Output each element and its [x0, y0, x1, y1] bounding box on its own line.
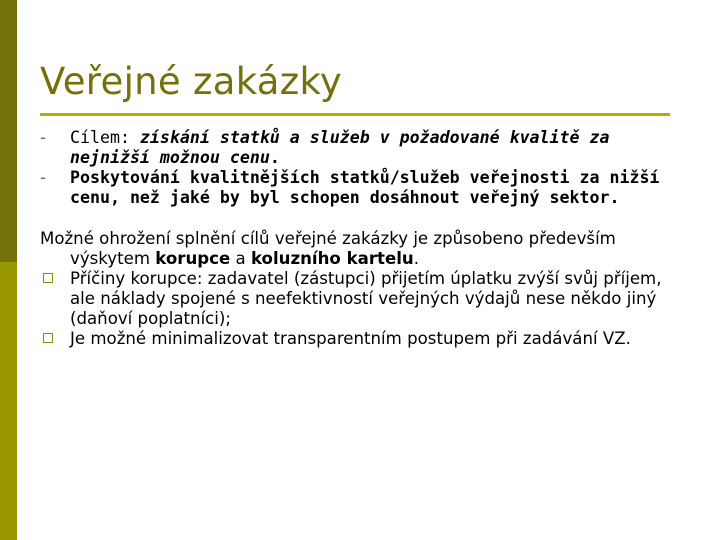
title-underline: [40, 113, 670, 116]
sidebar-bar-bottom: [0, 262, 17, 540]
bullet-item-causes: [40, 269, 680, 329]
lead-text-2: a: [230, 249, 251, 268]
provision-text: Poskytování kvalitnějších statků/služeb veřejnosti za nižší cenu, než jaké by byl schopen dosáhnout veřejný sektor.: [70, 168, 660, 207]
goal-text: získání statků a služeb v požadované kvalitě za nejnižší možnou cenu: [70, 128, 610, 167]
lead-text-1: Možné ohrožení splnění cílů veřejné zakázky je způsobeno především výskytem: [40, 229, 616, 268]
square-bullet-icon: [43, 273, 53, 283]
lead-bold-corruption: korupce: [155, 249, 231, 268]
bullet-item-minimize: [40, 329, 680, 349]
dash-marker: -: [40, 168, 46, 187]
dash-item-provision: [40, 168, 680, 208]
lead-paragraph: [40, 229, 680, 269]
dash-item-goal: [40, 128, 680, 168]
slide-title: Veřejné zakázky: [40, 60, 343, 103]
lead-bold-cartel: koluzního kartelu: [250, 249, 414, 268]
goal-suffix: .: [269, 148, 280, 167]
lead-text-3: .: [413, 249, 419, 268]
goal-prefix: Cílem:: [70, 128, 140, 147]
square-bullet-icon: [43, 333, 53, 343]
bullet-list: [40, 269, 680, 349]
slide-content: [40, 128, 680, 349]
bullet-causes-text: Příčiny korupce: zadavatel (zástupci) přijetím úplatku zvýší svůj příjem, ale náklady spojené s neefektivností veřejných výdajů nese někdo jiný (daňoví poplatníci);: [70, 269, 662, 328]
dash-list: [40, 128, 680, 208]
bullet-minimize-text: Je možné minimalizovat transparentním postupem při zadávání VZ.: [70, 329, 631, 348]
dash-marker: -: [40, 128, 46, 147]
sidebar-bar-top: [0, 0, 17, 262]
sidebar-accent-bar: [0, 0, 17, 540]
